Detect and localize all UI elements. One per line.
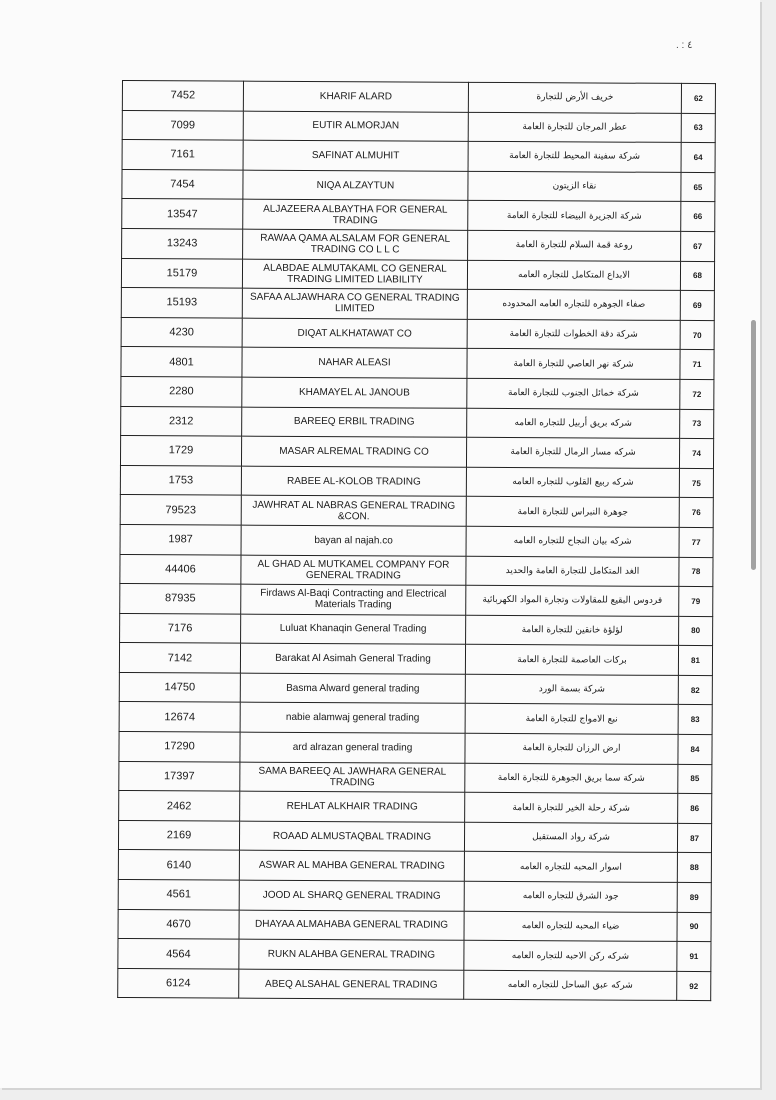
registration-number-cell: 15179 [121,258,242,288]
registration-number-cell: 14750 [119,672,240,702]
header-marks: . : ٤ [676,40,693,51]
table-row [120,465,713,498]
table-row [122,199,715,232]
row-index-cell: 91 [677,942,711,972]
row-index-cell: 62 [681,83,715,113]
company-name-arabic-cell: جود الشرق للتجاره العامه [464,881,677,912]
table-body [118,81,716,1001]
company-name-arabic-cell: نقاء الزيتون [468,171,681,202]
table-row [120,554,713,587]
table-row [118,968,711,1001]
company-name-english-cell: RUKN ALAHBA GENERAL TRADING [239,939,464,970]
row-index-cell: 78 [679,557,713,587]
company-name-arabic-cell: لؤلؤة خانقين للتجارة العامة [466,615,679,646]
registration-number-cell: 2312 [121,406,242,436]
row-index-cell: 71 [680,350,714,380]
registration-number-cell: 4801 [121,347,242,377]
row-index-cell: 76 [679,498,713,528]
company-name-english-cell: RABEE AL-KOLOB TRADING [241,466,466,497]
company-name-english-cell: AL GHAD AL MUTKAMEL COMPANY FOR GENERAL TRADING [241,555,466,586]
registration-number-cell: 6140 [118,850,239,880]
registration-number-cell: 2169 [118,820,239,850]
row-index-cell: 63 [681,113,715,143]
company-name-english-cell: BAREEQ ERBIL TRADING [242,407,467,438]
row-index-cell: 66 [681,202,715,232]
table-row [121,406,714,439]
table-row [120,495,713,528]
company-name-english-cell: DHAYAA ALMAHABA GENERAL TRADING [239,910,464,941]
row-index-cell: 88 [677,853,711,883]
company-name-english-cell: SAFINAT ALMUHIT [243,140,468,171]
row-index-cell: 75 [679,468,713,498]
row-index-cell: 81 [678,646,712,676]
registration-number-cell: 1987 [120,524,241,554]
company-name-arabic-cell: فردوس البقيع للمقاولات وتجارة المواد الكهربائية [466,585,679,616]
row-index-cell: 84 [678,734,712,764]
company-name-arabic-cell: شركة رحلة الخير للتجارة العامة [465,793,678,824]
company-name-english-cell: RAWAA QAMA ALSALAM FOR GENERAL TRADING CO L L C [243,229,468,260]
company-name-arabic-cell: الابداع المتكامل للتجاره العامه [467,260,680,291]
table-row [121,347,714,380]
company-name-english-cell: ALABDAE ALMUTAKAML CO GENERAL TRADING LIMITED LIABILITY [242,259,467,290]
row-index-cell: 85 [678,764,712,794]
company-name-english-cell: MASAR ALREMAL TRADING CO [241,436,466,467]
row-index-cell: 92 [677,971,711,1001]
company-name-arabic-cell: شركة سما بريق الجوهرة للتجارة العامة [465,763,678,794]
company-name-arabic-cell: شركه عبق الساحل للتجاره العامه [464,970,677,1001]
table-row [120,613,713,646]
registration-number-cell: 17397 [119,761,240,791]
company-name-english-cell: SAFAA ALJAWHARA CO GENERAL TRADING LIMITED [242,288,467,319]
row-index-cell: 87 [677,823,711,853]
company-name-english-cell: ALJAZEERA ALBAYTHA FOR GENERAL TRADING [243,200,468,231]
registration-number-cell: 17290 [119,732,240,762]
registration-number-cell: 2462 [119,791,240,821]
company-name-english-cell: NIQA ALZAYTUN [243,170,468,201]
table-row [122,169,715,202]
registration-number-cell: 7099 [122,110,243,140]
company-name-english-cell: JAWHRAT AL NABRAS GENERAL TRADING &CON. [241,495,466,526]
registration-number-cell: 7452 [122,81,243,111]
registration-number-cell: 4561 [118,880,239,910]
company-name-english-cell: ASWAR AL MAHBA GENERAL TRADING [239,851,464,882]
table-row [119,732,712,765]
company-name-arabic-cell: شركه مسار الرمال للتجارة العامة [466,437,679,468]
row-index-cell: 79 [679,587,713,617]
table-row [119,761,712,794]
registration-number-cell: 13243 [122,228,243,258]
company-name-arabic-cell: الغد المتكامل للتجارة العامة والحديد [466,556,679,587]
company-name-arabic-cell: شركه بريق أربيل للتجاره العامه [467,408,680,439]
company-name-arabic-cell: اسوار المحبه للتجاره العامه [464,852,677,883]
company-name-arabic-cell: بركات العاصمة للتجارة العامة [465,645,678,676]
company-name-english-cell: Basma Alward general trading [240,673,465,704]
company-name-english-cell: SAMA BAREEQ AL JAWHARA GENERAL TRADING [240,762,465,793]
company-name-english-cell: REHLAT ALKHAIR TRADING [240,791,465,822]
company-name-english-cell: NAHAR ALEASI [242,347,467,378]
table-row [120,436,713,469]
row-index-cell: 65 [681,172,715,202]
table-row [118,880,711,913]
row-index-cell: 90 [677,912,711,942]
company-name-english-cell: ABEQ ALSAHAL GENERAL TRADING [239,969,464,1000]
table-row [122,81,715,114]
registration-number-cell: 1729 [120,436,241,466]
row-index-cell: 86 [678,794,712,824]
registration-number-cell: 2280 [121,376,242,406]
registration-number-cell: 6124 [118,968,239,998]
row-index-cell: 74 [679,439,713,469]
registration-number-cell: 7176 [120,613,241,643]
table-row [120,584,713,617]
company-name-english-cell: ard alrazan general trading [240,732,465,763]
table-row [122,228,715,261]
company-name-english-cell: KHARIF ALARD [243,81,468,112]
company-name-english-cell: KHAMAYEL AL JANOUB [242,377,467,408]
registration-number-cell: 7142 [119,643,240,673]
table-row [120,524,713,557]
company-name-arabic-cell: شركة الجزيرة البيضاء للتجارة العامة [468,201,681,232]
table-row [119,672,712,705]
table-row [121,376,714,409]
company-name-english-cell: JOOD AL SHARQ GENERAL TRADING [239,880,464,911]
registration-number-cell: 4670 [118,909,239,939]
registration-number-cell: 79523 [120,495,241,525]
company-name-arabic-cell: نبع الامواج للتجارة العامة [465,704,678,735]
row-index-cell: 77 [679,527,713,557]
company-name-arabic-cell: ضياء المحبه للتجاره العامه [464,911,677,942]
company-name-arabic-cell: صفاء الجوهره للتجاره العامه المحدوده [467,289,680,320]
row-index-cell: 83 [678,705,712,735]
table-row [119,702,712,735]
table-row [122,110,715,143]
row-index-cell: 89 [677,882,711,912]
registration-number-cell: 1753 [120,465,241,495]
company-name-english-cell: DIQAT ALKHATAWAT CO [242,318,467,349]
table-row [119,643,712,676]
registration-number-cell: 4230 [121,317,242,347]
company-register-table [117,80,716,1002]
row-index-cell: 80 [679,616,713,646]
row-index-cell: 69 [680,291,714,321]
row-index-cell: 67 [681,231,715,261]
table-row [121,258,714,291]
registration-number-cell: 15193 [121,288,242,318]
row-index-cell: 82 [678,675,712,705]
registration-number-cell: 12674 [119,702,240,732]
row-index-cell: 72 [680,379,714,409]
company-name-arabic-cell: خريف الأرض للتجارة [468,82,681,113]
company-name-english-cell: ROAAD ALMUSTAQBAL TRADING [239,821,464,852]
row-index-cell: 64 [681,143,715,173]
company-name-arabic-cell: شركة بسمة الورد [465,674,678,705]
table-row [118,850,711,883]
company-name-arabic-cell: شركة خمائل الجنوب للتجارة العامة [467,378,680,409]
registration-number-cell: 7161 [122,140,243,170]
row-index-cell: 73 [680,409,714,439]
company-name-arabic-cell: شركة نهر العاصي للتجارة العامة [467,349,680,380]
company-name-english-cell: nabie alamwaj general trading [240,703,465,734]
registration-number-cell: 7454 [122,169,243,199]
row-index-cell: 68 [680,261,714,291]
company-name-english-cell: Barakat Al Asimah General Trading [240,643,465,674]
scrollbar[interactable] [751,320,756,570]
table-row [118,820,711,853]
table-row [121,288,714,321]
company-name-arabic-cell: عطر المرجان للتجارة العامة [468,112,681,143]
table-row [118,939,711,972]
company-name-arabic-cell: شركة سفينة المحيط للتجارة العامة [468,142,681,173]
table-row [122,140,715,173]
registration-number-cell: 87935 [120,584,241,614]
company-name-arabic-cell: شركه ركن الاحبه للتجاره العامه [464,941,677,972]
company-name-arabic-cell: روعة قمة السلام للتجارة العامة [468,230,681,261]
registration-number-cell: 44406 [120,554,241,584]
company-name-english-cell: Luluat Khanaqin General Trading [241,614,466,645]
company-name-english-cell: bayan al najah.co [241,525,466,556]
table-row [118,909,711,942]
company-name-arabic-cell: شركه بيان النجاح للتجاره العامه [466,526,679,557]
company-name-english-cell: Firdaws Al-Baqi Contracting and Electrical Materials Trading [241,584,466,615]
company-name-arabic-cell: شركة رواد المستقبل [464,822,677,853]
company-name-arabic-cell: ارض الرزان للتجارة العامة [465,733,678,764]
table-row [119,791,712,824]
company-name-english-cell: EUTIR ALMORJAN [243,111,468,142]
registration-number-cell: 13547 [122,199,243,229]
table-row [121,317,714,350]
row-index-cell: 70 [680,320,714,350]
company-name-arabic-cell: جوهرة النبراس للتجارة العامة [466,497,679,528]
company-name-arabic-cell: شركه ربيع القلوب للتجاره العامه [466,467,679,498]
registration-number-cell: 4564 [118,939,239,969]
company-name-arabic-cell: شركة دقة الخطوات للتجارة العامة [467,319,680,350]
